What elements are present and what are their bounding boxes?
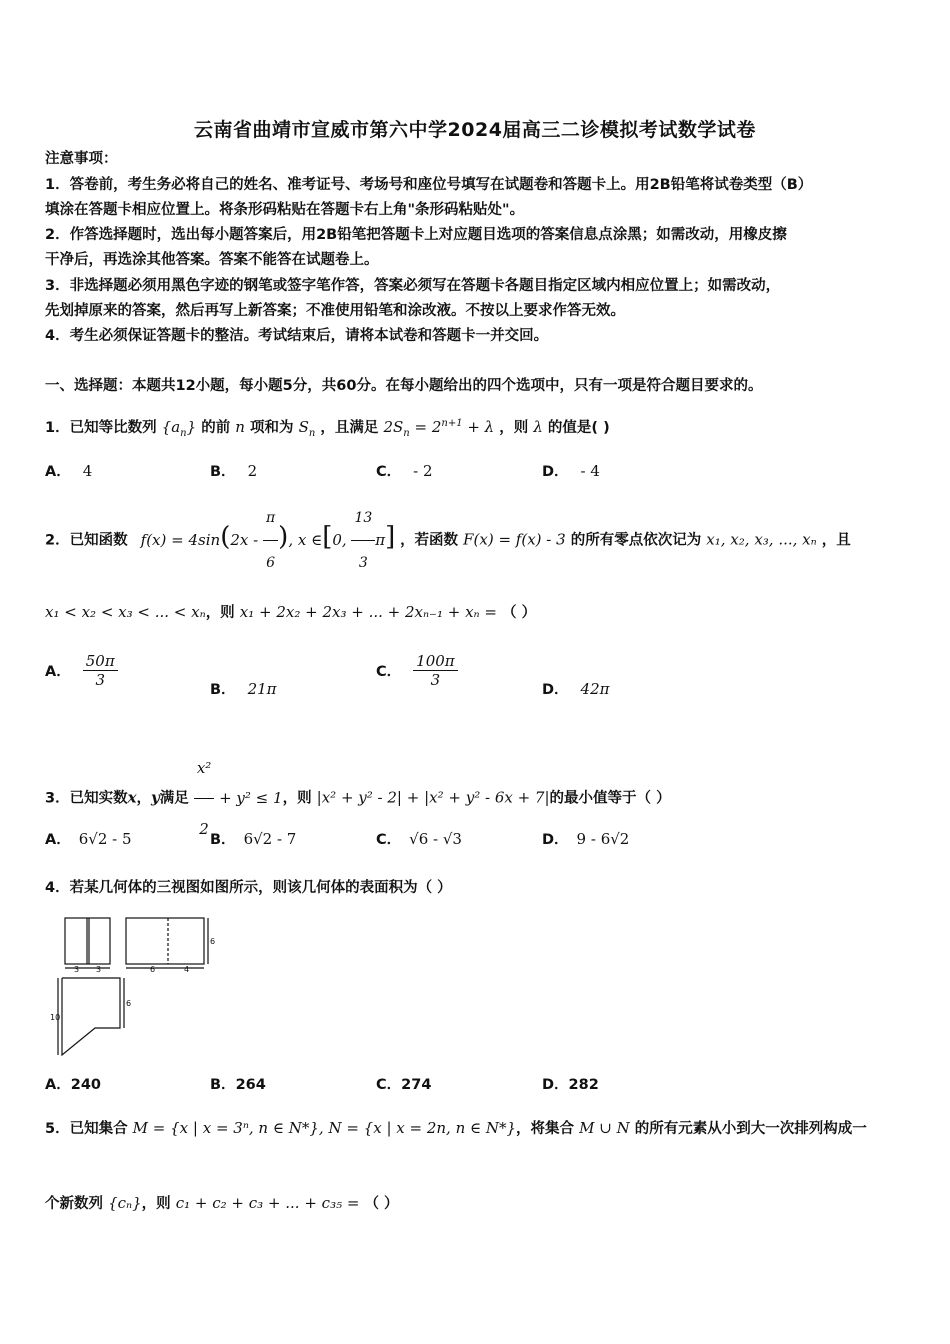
q1-option-b: B． 2 — [210, 462, 258, 480]
q1-text-5: ，则 — [499, 420, 529, 436]
q5-text-5: ，则 — [141, 1196, 171, 1212]
fig-label-10: 10 — [50, 1013, 61, 1022]
q3-var-y: y — [151, 788, 160, 807]
question-5-cont — [45, 1191, 399, 1217]
side-view — [126, 918, 204, 964]
fig-label-3b: 3 — [96, 965, 102, 974]
q2-text-5: ，则 — [205, 605, 235, 621]
q1-option-c: C． - 2 — [376, 462, 433, 480]
q1-text-2: 的前 — [201, 420, 231, 436]
q1-text-4: ，且满足 — [320, 420, 379, 436]
q3-math-expr: |x² + y² - 2| + |x² + y² - 6x + 7| — [316, 788, 550, 807]
q5-text-2: ，将集合 — [516, 1121, 575, 1137]
notice-line-4: 干净后，再选涂其他答案。答案不能答在试题卷上。 — [45, 252, 379, 268]
question-4: 4．若某几何体的三视图如图所示，则该几何体的表面积为（ ） — [45, 880, 452, 896]
question-2 — [45, 496, 851, 571]
q3-text-4: 的最小值等于（ ） — [549, 790, 671, 807]
notice-line-1: 1．答卷前，考生务必将自己的姓名、准考证号、考场号和座位号填写在试题卷和答题卡上。用2B铅笔将试卷类型（B） — [45, 177, 813, 193]
q3-text-2: 满足 — [159, 790, 189, 807]
q2-math-F: F(x) = f(x) - 3 — [463, 530, 566, 549]
q3-var-x: x — [127, 788, 137, 807]
fig-label-6c: 6 — [126, 999, 132, 1008]
notice-line-2: 填涂在答题卡相应位置上。将条形码粘贴在答题卡右上角"条形码粘贴处"。 — [45, 202, 525, 218]
q2-math-sum: x₁ + 2x₂ + 2x₃ + ... + 2xₙ₋₁ + xₙ = — [239, 603, 497, 621]
question-1 — [45, 410, 610, 448]
q5-math-sets: M = {x | x = 3ⁿ, n ∈ N*}, N = {x | x = 2n, n ∈ N*} — [132, 1119, 517, 1137]
q1-text-1: 1．已知等比数列 — [45, 420, 157, 436]
q2-text-1: 2．已知函数 — [45, 532, 128, 549]
fig-label-4: 4 — [184, 965, 190, 974]
q1-option-a: A． 4 — [45, 462, 93, 480]
q2-option-d: D． 42π — [542, 680, 610, 698]
q2-option-c: C． $\frac{100\pi}{3}$ — [376, 652, 458, 689]
q1-math-an: $\{a_n\}$ — [161, 418, 197, 439]
q1-math-condition: $2S_n = 2^{n+1} + \lambda$ — [383, 418, 495, 439]
q1-text-6: 的值是( ) — [547, 420, 610, 436]
q4-option-a: A．240 — [45, 1077, 102, 1093]
q2-option-b: B． 21π — [210, 680, 277, 698]
q2-paren: （ ） — [502, 605, 537, 621]
q2-option-a: A． $\frac{50\pi}{3}$ — [45, 652, 118, 689]
question-2-cont — [45, 600, 536, 626]
q4-option-c: C．274 — [376, 1077, 432, 1093]
q3-option-c: C． √6 - √3 — [376, 830, 462, 848]
q3-text-1: 3．已知实数 — [45, 790, 128, 807]
q5-math-cn: {cₙ} — [108, 1194, 142, 1212]
q3-option-b: B． 6√2 - 7 — [210, 830, 297, 848]
notice-line-5: 3．非选择题必须用黑色字迹的钢笔或签字笔作答，答案必须写在答题卡各题目指定区域内相应位置上；如需改动， — [45, 278, 781, 294]
q2-text-2: ，若函数 — [400, 532, 459, 549]
fig-label-6a: 6 — [150, 965, 156, 974]
three-view-figure — [50, 910, 220, 1060]
q2-math-f: f(x) = 4sin(2x - $\frac{\pi}{6}$ ), x ∈[0, $\frac{13}{3}$ π] — [141, 531, 400, 549]
q5-text-4: 个新数列 — [45, 1196, 103, 1212]
question-3 — [45, 738, 671, 838]
notice-heading: 注意事项： — [45, 151, 118, 167]
q2-text-3: 的所有零点依次记为 — [570, 532, 702, 549]
q3-comma: ， — [136, 790, 152, 807]
q3-option-d: D． 9 - 6√2 — [542, 830, 630, 848]
fig-label-6b: 6 — [210, 937, 216, 946]
q5-text-1: 5．已知集合 — [45, 1121, 128, 1137]
q3-option-a: A． 6√2 - 5 — [45, 830, 132, 848]
q2-math-order: x₁ < x₂ < x₃ < ... < xₙ — [45, 603, 206, 621]
question-5 — [45, 1116, 867, 1142]
q3-text-3: ，则 — [282, 790, 312, 807]
q1-math-sn: $S_n$ — [298, 418, 316, 439]
fig-label-3a: 3 — [74, 965, 80, 974]
page-title: 云南省曲靖市宣威市第六中学2024届高三二诊模拟考试数学试卷 — [194, 119, 756, 141]
section-heading: 一、选择题：本题共12小题，每小题5分，共60分。在每小题给出的四个选项中，只有一项是符合题目要求的。 — [45, 378, 763, 394]
q4-option-b: B．264 — [210, 1077, 266, 1093]
q1-math-n: n — [235, 418, 245, 436]
q5-text-3: 的所有元素从小到大一次排列构成一 — [634, 1121, 867, 1137]
q1-text-3: 项和为 — [250, 420, 294, 436]
notice-line-6: 先划掉原来的答案，然后再写上新答案；不准使用铅笔和涂改液。不按以上要求作答无效。 — [45, 303, 625, 319]
q1-math-lambda: λ — [533, 418, 543, 436]
q2-text-4: ，且 — [821, 532, 851, 549]
q1-option-d: D． - 4 — [542, 462, 600, 480]
q5-paren: （ ） — [364, 1196, 399, 1212]
notice-line-3: 2．作答选择题时，选出每小题答案后，用2B铅笔把答题卡上对应题目选项的答案信息点涂黑；如需改动，用橡皮擦 — [45, 227, 787, 243]
notice-line-7: 4．考生必须保证答题卡的整洁。考试结束后，请将本试卷和答题卡一并交回。 — [45, 328, 549, 344]
q2-math-zeros: x₁, x₂, x₃, ..., xₙ — [706, 530, 817, 549]
top-view — [62, 978, 120, 1055]
q4-option-d: D．282 — [542, 1077, 599, 1093]
q5-math-union: M ∪ N — [579, 1119, 630, 1137]
q3-math-condition: $\frac{\text{x²}}{2}$ + y² ≤ 1 — [194, 789, 283, 807]
q5-math-sum: c₁ + c₂ + c₃ + ... + c₃₅ = — [175, 1194, 360, 1212]
